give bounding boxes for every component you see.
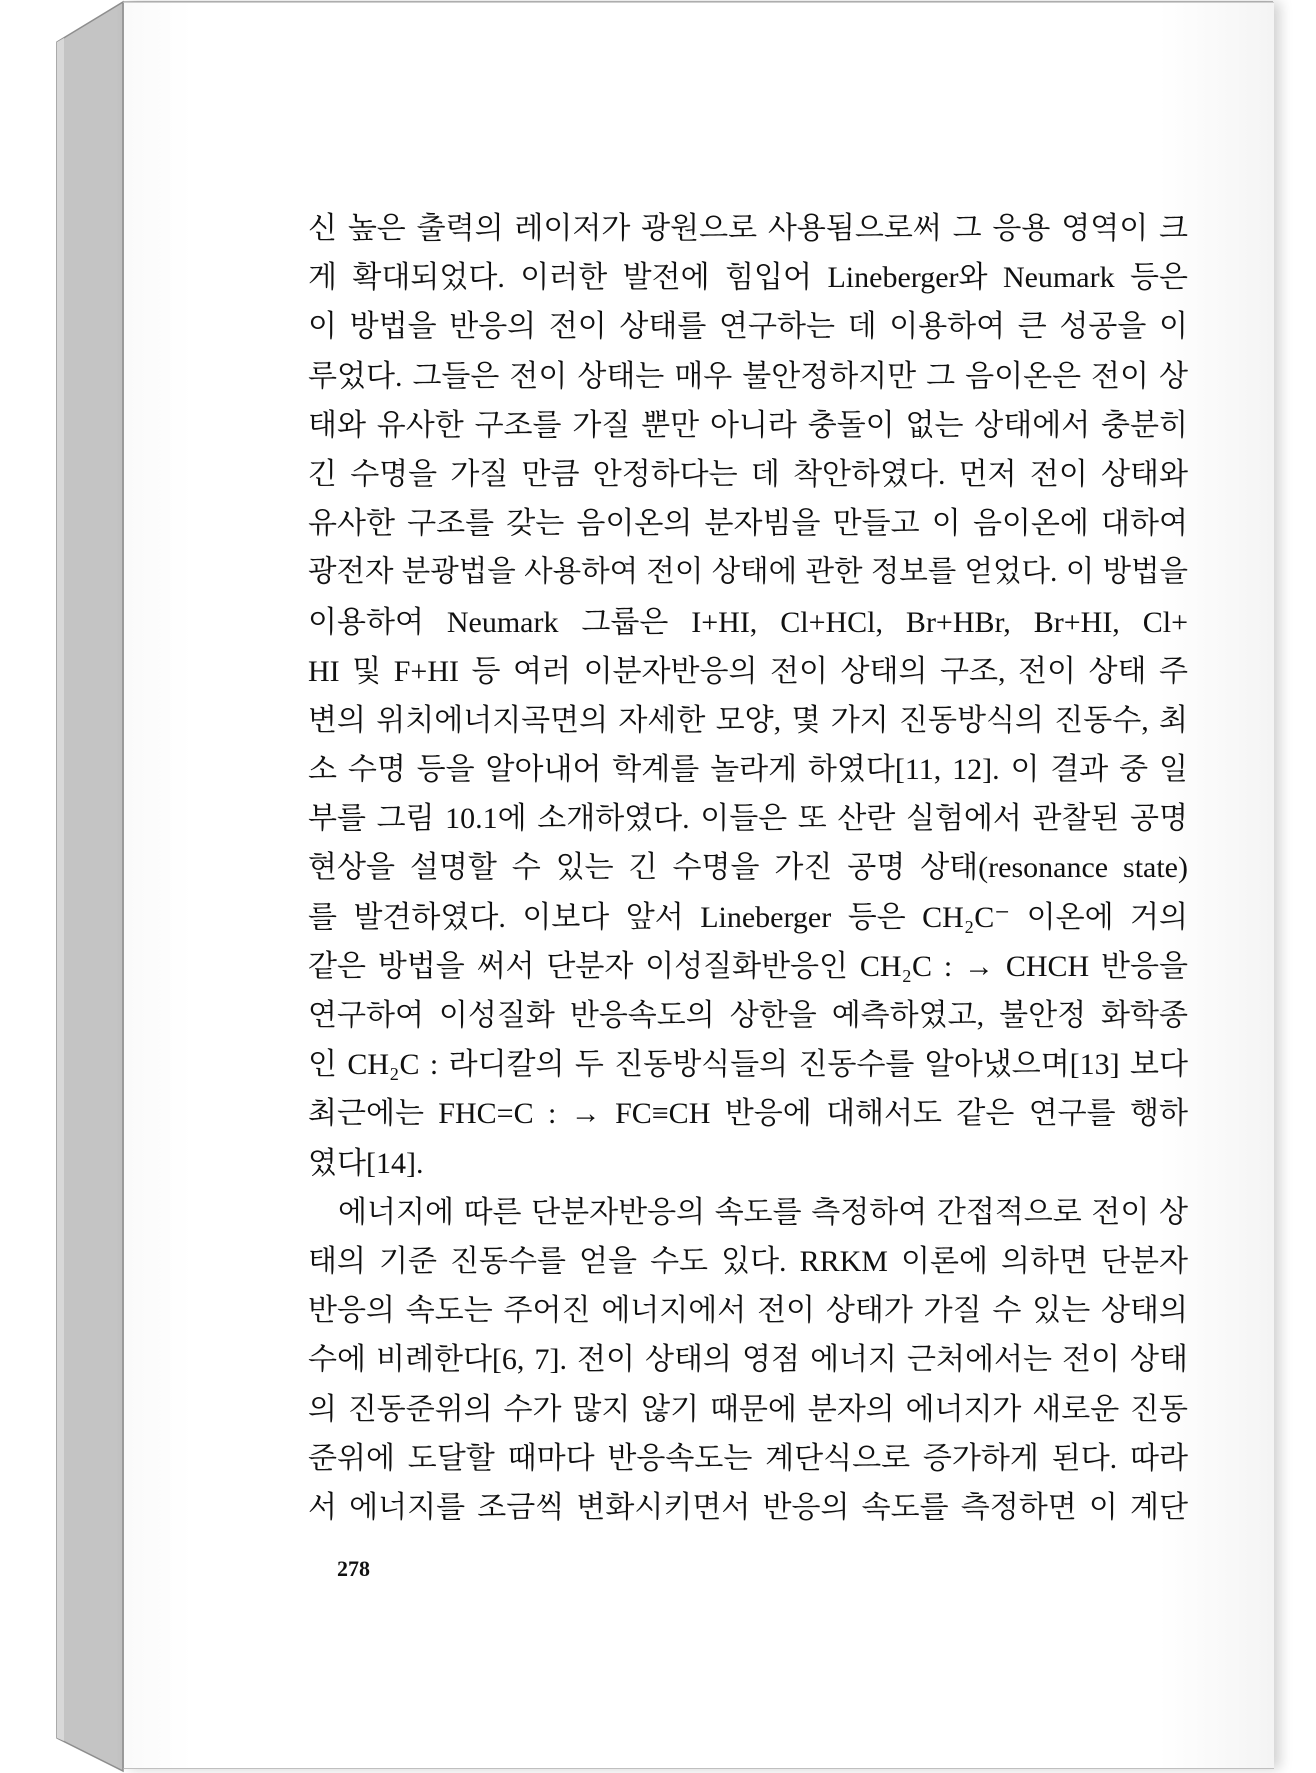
text-line: 루었다. 그들은 전이 상태는 매우 불안정하지만 그 음이온은 전이 상 xyxy=(308,359,1188,393)
text-line: 반응의 속도는 주어진 에너지에서 전이 상태가 가질 수 있는 상태의 xyxy=(308,1294,1188,1328)
text-line: 에너지에 따른 단분자반응의 속도를 측정하여 간접적으로 전이 상 xyxy=(338,1195,1188,1229)
text-line: 인 CH₂C : 라디칼의 두 진동방식들의 진동수를 알아냈으며[13] 보다 xyxy=(308,1048,1188,1082)
book-spine-edge-highlight xyxy=(57,38,64,1741)
text-line: 게 확대되었다. 이러한 발전에 힘입어 Lineberger와 Neumark 등은 xyxy=(308,261,1188,295)
text-line: 태의 기준 진동수를 얻을 수도 있다. RRKM 이론에 의하면 단분자 xyxy=(308,1244,1188,1278)
text-line: 준위에 도달할 때마다 반응속도는 계단식으로 증가하게 된다. 따라 xyxy=(308,1441,1188,1475)
text-line: 태와 유사한 구조를 가질 뿐만 아니라 충돌이 없는 상태에서 충분히 xyxy=(308,408,1188,442)
text-line: 신 높은 출력의 레이저가 광원으로 사용됨으로써 그 응용 영역이 크 xyxy=(308,212,1188,245)
body-text xyxy=(308,204,1188,1532)
text-line: HI 및 F+HI 등 여러 이분자반응의 전이 상태의 구조, 전이 상태 주 xyxy=(308,654,1188,688)
page-number: 278 xyxy=(337,1556,370,1581)
text-line: 소 수명 등을 알아내어 학계를 놀라게 하였다[11, 12]. 이 결과 중 일 xyxy=(308,753,1188,787)
book-spine-side xyxy=(57,2,123,1771)
text-line: 서 에너지를 조금씩 변화시키면서 반응의 속도를 측정하면 이 계단 xyxy=(308,1490,1188,1524)
text-line: 였다[14]. xyxy=(308,1146,424,1180)
text-line: 같은 방법을 써서 단분자 이성질화반응인 CH₂C : → CHCH 반응을 xyxy=(308,949,1188,983)
text-line: 이 방법을 반응의 전이 상태를 연구하는 데 이용하여 큰 성공을 이 xyxy=(308,310,1188,344)
text-line: 최근에는 FHC=C : → FC≡CH 반응에 대해서도 같은 연구를 행하 xyxy=(308,1097,1188,1131)
text-line: 변의 위치에너지곡면의 자세한 모양, 몇 가지 진동방식의 진동수, 최 xyxy=(308,703,1188,737)
text-line: 연구하여 이성질화 반응속도의 상한을 예측하였고, 불안정 화학종 xyxy=(308,999,1188,1032)
text-line: 부를 그림 10.1에 소개하였다. 이들은 또 산란 실험에서 관찰된 공명 xyxy=(308,802,1188,836)
text-line: 이용하여 Neumark 그룹은 I+HI, Cl+HCl, Br+HBr, Br+HI, Cl+ xyxy=(308,605,1188,639)
text-line: 유사한 구조를 갖는 음이온의 분자빔을 만들고 이 음이온에 대하여 xyxy=(308,507,1188,541)
text-line: 광전자 분광법을 사용하여 전이 상태에 관한 정보를 얻었다. 이 방법을 xyxy=(308,556,1188,589)
text-line: 의 진동준위의 수가 많지 않기 때문에 분자의 에너지가 새로운 진동 xyxy=(308,1392,1188,1426)
text-line: 를 발견하였다. 이보다 앞서 Lineberger 등은 CH₂C⁻ 이온에 거의 xyxy=(308,900,1188,934)
text-line: 수에 비례한다[6, 7]. 전이 상태의 영점 에너지 근처에서는 전이 상태 xyxy=(308,1343,1188,1377)
text-line: 긴 수명을 가질 만큼 안정하다는 데 착안하였다. 먼저 전이 상태와 xyxy=(308,457,1188,491)
text-line: 현상을 설명할 수 있는 긴 수명을 가진 공명 상태(resonance state) xyxy=(308,851,1188,885)
